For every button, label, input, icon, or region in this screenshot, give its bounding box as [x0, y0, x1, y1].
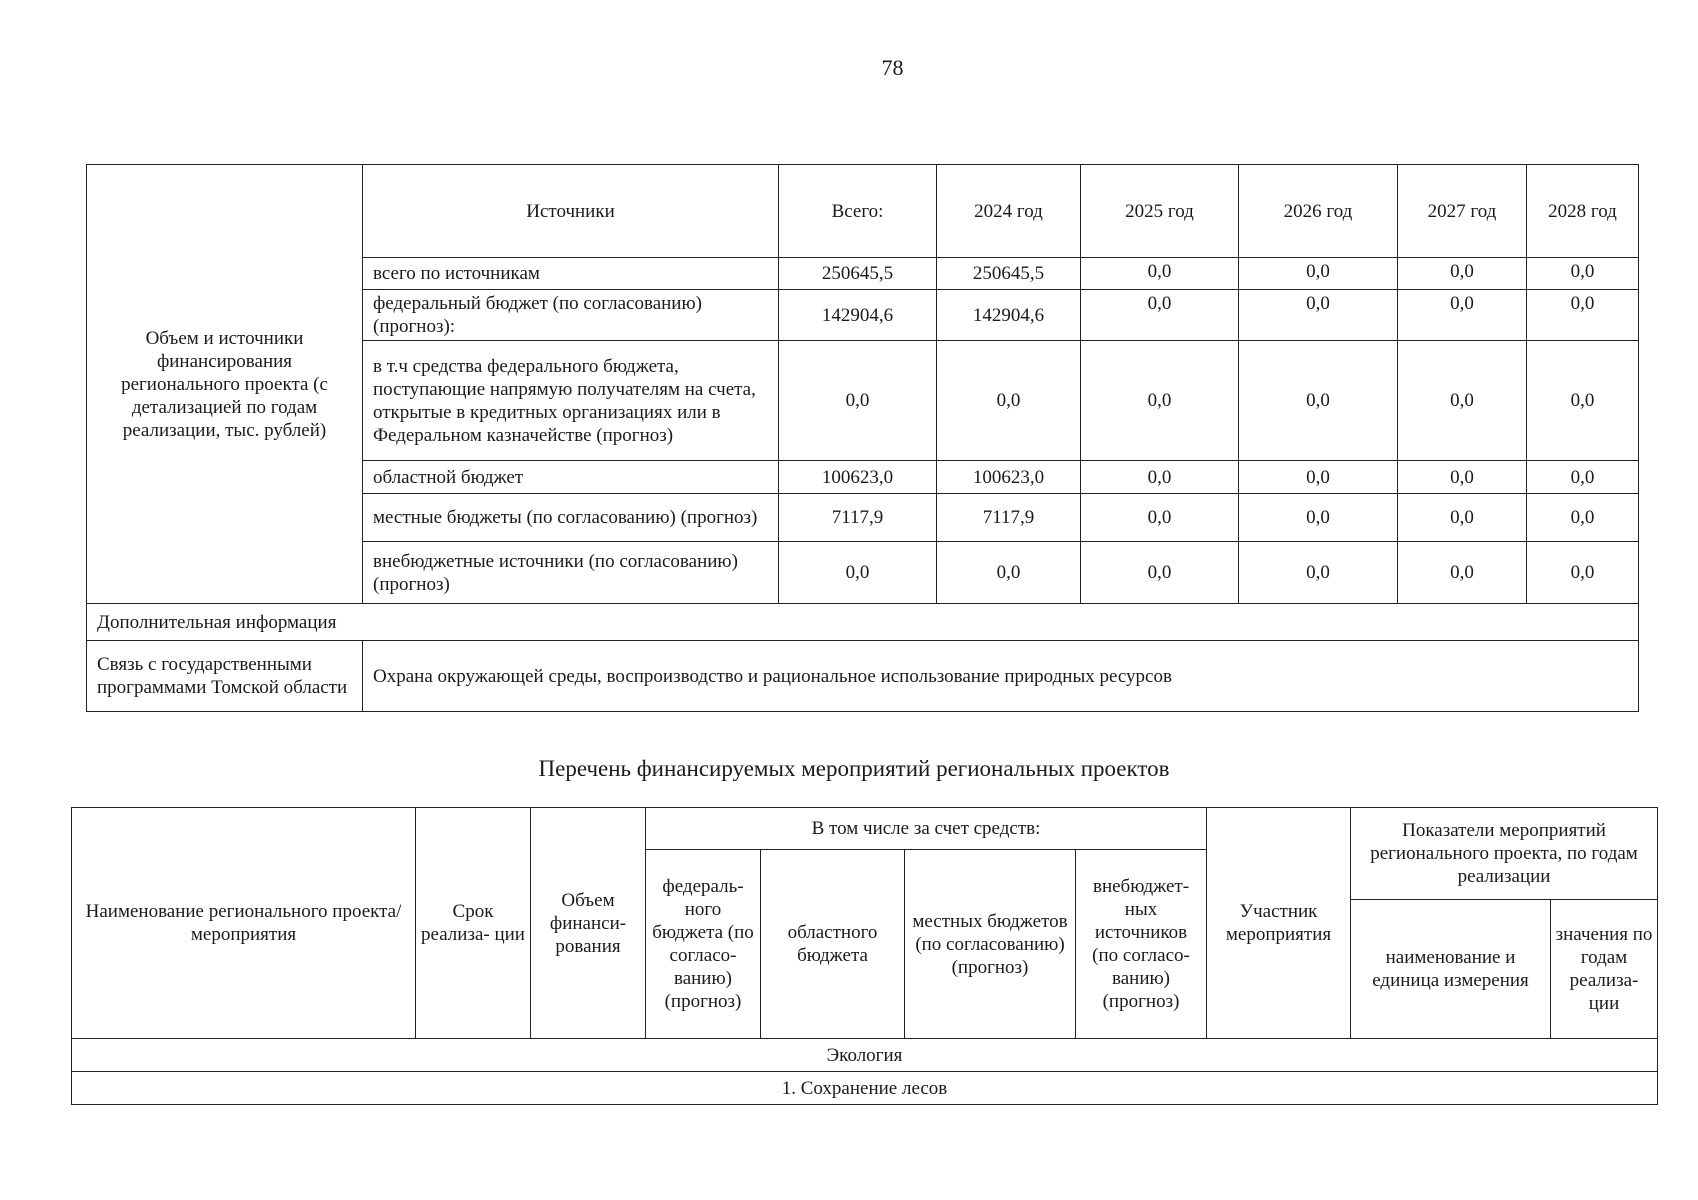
header-term: Срок реализа- ции — [416, 808, 531, 1039]
value-cell: 0,0 — [1239, 290, 1398, 341]
value-cell: 0,0 — [779, 542, 937, 604]
value-cell: 0,0 — [1527, 290, 1639, 341]
source-label: внебюджетные источники (по согласованию) (прогноз) — [363, 542, 779, 604]
value-cell: 250645,5 — [779, 258, 937, 290]
header-total: Всего: — [779, 165, 937, 258]
value-cell: 0,0 — [1398, 542, 1527, 604]
value-cell: 0,0 — [1527, 258, 1639, 290]
measures-table — [71, 807, 1658, 1105]
value-cell: 0,0 — [1398, 290, 1527, 341]
header-2024: 2024 год — [937, 165, 1081, 258]
header-2025: 2025 год — [1081, 165, 1239, 258]
header-indicator-name: наименование и единица измерения — [1351, 900, 1551, 1039]
subsection-row — [72, 1072, 1658, 1105]
subsection-forest: 1. Сохранение лесов — [72, 1072, 1658, 1105]
value-cell: 0,0 — [1527, 341, 1639, 461]
header-sources: Источники — [363, 165, 779, 258]
header-local: местных бюджетов (по согласованию) (прогноз) — [905, 850, 1076, 1039]
header-project-name: Наименование регионального проекта/ мероприятия — [72, 808, 416, 1039]
funding-row-label: Объем и источники финансирования регионального проекта (с детализацией по годам реализации, тыс. рублей) — [87, 165, 363, 604]
value-cell: 0,0 — [1081, 258, 1239, 290]
section-ecology: Экология — [72, 1039, 1658, 1072]
value-cell: 0,0 — [1239, 494, 1398, 542]
program-link-row — [87, 641, 1639, 712]
program-link-label: Связь с государственными программами Томской области — [87, 641, 363, 712]
value-cell: 0,0 — [1081, 461, 1239, 494]
header-participant: Участник мероприятия — [1207, 808, 1351, 1039]
page-number: 78 — [881, 55, 904, 80]
value-cell: 0,0 — [1081, 494, 1239, 542]
value-cell: 0,0 — [937, 542, 1081, 604]
value-cell: 0,0 — [1239, 542, 1398, 604]
value-cell: 7117,9 — [937, 494, 1081, 542]
value-cell: 0,0 — [1527, 542, 1639, 604]
value-cell: 0,0 — [1527, 461, 1639, 494]
header-federal: федераль- ного бюджета (по согласо- ванию) (прогноз) — [646, 850, 761, 1039]
source-label: федеральный бюджет (по согласованию) (прогноз): — [363, 290, 779, 341]
value-cell: 0,0 — [1398, 494, 1527, 542]
value-cell: 0,0 — [1239, 341, 1398, 461]
header-2028: 2028 год — [1527, 165, 1639, 258]
header-extra: внебюджет- ных источников (по согласо- ванию) (прогноз) — [1076, 850, 1207, 1039]
value-cell: 7117,9 — [779, 494, 937, 542]
value-cell: 0,0 — [779, 341, 937, 461]
source-label: местные бюджеты (по согласованию) (прогноз) — [363, 494, 779, 542]
measures-header-row — [72, 808, 1658, 850]
section-title: Перечень финансируемых мероприятий региональных проектов — [538, 756, 1170, 781]
value-cell: 0,0 — [1527, 494, 1639, 542]
source-label: всего по источникам — [363, 258, 779, 290]
value-cell: 100623,0 — [937, 461, 1081, 494]
value-cell: 0,0 — [1398, 341, 1527, 461]
value-cell: 0,0 — [1239, 258, 1398, 290]
header-volume: Объем финанси- рования — [531, 808, 646, 1039]
header-2026: 2026 год — [1239, 165, 1398, 258]
value-cell: 0,0 — [1081, 542, 1239, 604]
value-cell: 100623,0 — [779, 461, 937, 494]
value-cell: 250645,5 — [937, 258, 1081, 290]
source-label: в т.ч средства федерального бюджета, поступающие напрямую получателям на счета, открытые в кредитных организациях или в Федеральном казначействе (прогноз) — [363, 341, 779, 461]
header-funds-group: В том числе за счет средств: — [646, 808, 1207, 850]
value-cell: 0,0 — [1398, 461, 1527, 494]
header-indicator-values: значения по годам реализа- ции — [1551, 900, 1658, 1039]
header-regional: областного бюджета — [761, 850, 905, 1039]
value-cell: 0,0 — [1239, 461, 1398, 494]
additional-info-label: Дополнительная информация — [87, 604, 1639, 641]
value-cell: 0,0 — [1398, 258, 1527, 290]
value-cell: 0,0 — [1081, 290, 1239, 341]
value-cell: 0,0 — [937, 341, 1081, 461]
additional-info-row — [87, 604, 1639, 641]
program-link-value: Охрана окружающей среды, воспроизводство и рациональное использование природных ресурсов — [363, 641, 1639, 712]
value-cell: 0,0 — [1081, 341, 1239, 461]
value-cell: 142904,6 — [937, 290, 1081, 341]
value-cell: 142904,6 — [779, 290, 937, 341]
header-indicators-group: Показатели мероприятий регионального проекта, по годам реализации — [1351, 808, 1658, 900]
funding-header-row — [87, 165, 1639, 258]
funding-table — [86, 164, 1639, 712]
header-2027: 2027 год — [1398, 165, 1527, 258]
source-label: областной бюджет — [363, 461, 779, 494]
section-row — [72, 1039, 1658, 1072]
